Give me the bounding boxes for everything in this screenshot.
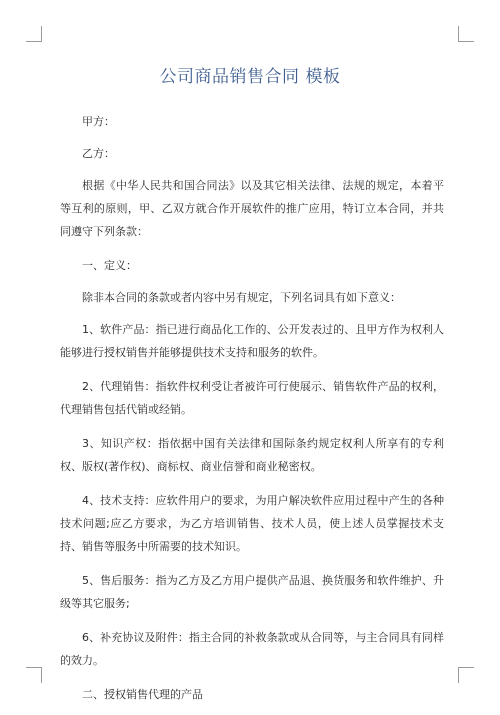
crop-mark: [26, 41, 42, 42]
definition-item-5: 5、售后服务：指为乙方及乙方用户提供产品退、换货服务和软件维护、升级等其它服务;: [60, 574, 444, 610]
definition-item-1: 1、软件产品：指已进行商品化工作的、公开发表过的、且甲方作为权利人能够进行授权销售并能够提供技术支持和服务的软件。: [60, 323, 444, 359]
preamble-paragraph: 根据《中华人民共和国合同法》以及其它相关法律、法规的规定，本着平等互利的原则，甲、乙双方就合作开展软件的推广应用，特订立本合同，并共同遵守下列条款：: [60, 179, 444, 238]
crop-mark: [458, 667, 474, 668]
definition-item-4: 4、技术支持：应软件用户的要求，为用户解决软件应用过程中产生的各种技术问题;应乙方要求，为乙方培训销售、技术人员，使上述人员掌握技术支持、销售等服务中所需要的技术知识。: [60, 494, 444, 553]
definition-item-6: 6、补充协议及附件：指主合同的补救条款或从合同等，与主合同具有同样的效力。: [60, 631, 444, 667]
crop-mark: [458, 26, 459, 42]
document-title: 公司商品销售合同 模板: [159, 67, 341, 87]
crop-mark: [41, 26, 42, 42]
party-b-line: 乙方：: [82, 147, 115, 160]
document-body: [60, 110, 444, 715]
crop-mark: [458, 41, 474, 42]
party-a-line: 甲方：: [82, 115, 115, 128]
definition-item-2: 2、代理销售：指软件权利受让者被许可行使展示、销售软件产品的权利，代理销售包括代销或经销。: [60, 380, 444, 416]
definitions-intro: 除非本合同的条款或者内容中另有规定，下列名词具有如下意义：: [82, 291, 401, 304]
crop-mark: [26, 667, 42, 668]
crop-mark: [41, 667, 42, 683]
definition-item-3: 3、知识产权：指依据中国有关法律和国际条约规定权利人所享有的专利权、版权(著作权)、商标权、商业信誉和商业秘密权。: [60, 437, 444, 473]
section-heading-definitions: 一、定义：: [82, 259, 137, 272]
crop-mark: [458, 667, 459, 683]
section-heading-products: 二、授权销售代理的产品: [82, 688, 203, 701]
